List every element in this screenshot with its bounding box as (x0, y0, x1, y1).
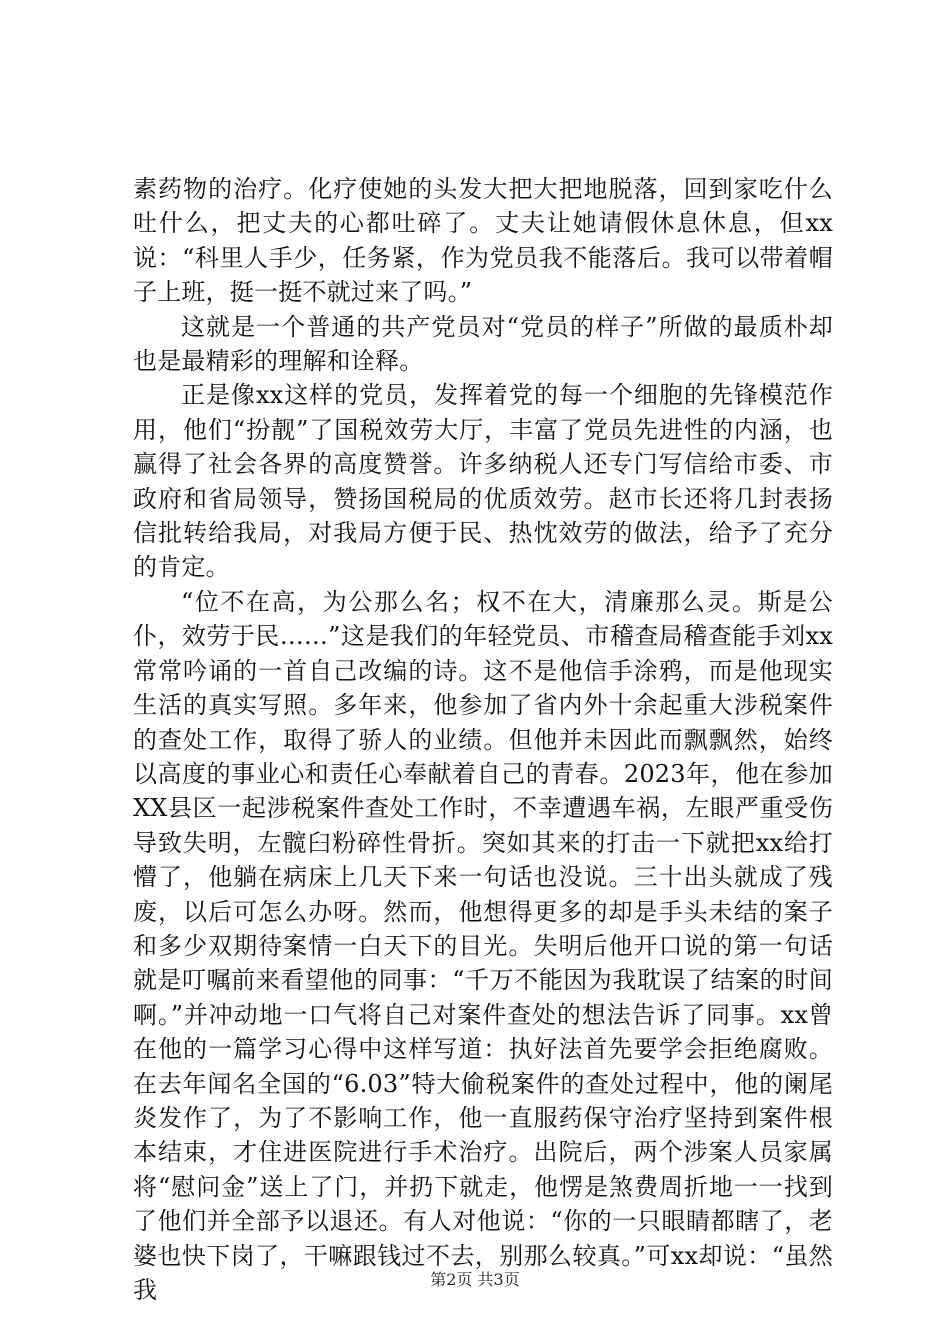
paragraph: “位不在高，为公那么名；权不在大，清廉那么灵。斯是公仆，效劳于民……”这是我们的年轻党员、市稽查局稽查能手刘xx常常吟诵的一首自己改编的诗。这不是他信手涂鸦，而是他现实生活的真实写照。多年来，他参加了省内外十余起重大涉税案件的查处工作，取得了骄人的业绩。但他并未因此而飘飘然，始终以高度的事业心和责任心奉献着自己的青春。2023年，他在参加XX县区一起涉税案件查处工作时，不幸遭遇车祸，左眼严重受伤导致失明，左髋臼粉碎性骨折。突如其来的打击一下就把xx给打懵了，他躺在病床上几天下来一句话也没说。三十出头就成了残废，以后可怎么办呀。然而，他想得更多的却是手头未结的案子和多少双期待案情一白天下的目光。失明后他开口说的第一句话就是叮嘱前来看望他的同事：“千万不能因为我耽误了结案的时间啊。”并冲动地一口气将自己对案件查处的想法告诉了同事。xx曾在他的一篇学习心得中这样写道：执好法首先要学会拒绝腐败。在去年闻名全国的“6.03”特大偷税案件的查处过程中，他的阑尾炎发作了，为了不影响工作，他一直服药保守治疗坚持到案件根本结束，才住进医院进行手术治疗。出院后，两个涉案人员家属将“慰问金”送上了门，并扔下就走，他愣是煞费周折地一一找到了他们并全部予以退还。有人对他说：“你的一只眼睛都瞎了，老婆也快下岗了，干嘛跟钱过不去，别那么较真。”可xx却说：“虽然我 (133, 587, 833, 1304)
paragraph: 这就是一个普通的共产党员对“党员的样子”所做的最质朴却也是最精彩的理解和诠释。 (133, 312, 833, 376)
document-body (133, 172, 833, 1307)
page-number-footer: 第2页 共3页 (430, 1270, 520, 1289)
paragraph-continuation: 素药物的治疗。化疗使她的头发大把大把地脱落，回到家吃什么吐什么，把丈夫的心都吐碎了。丈夫让她请假休息休息，但xx说：“科里人手少，任务紧，作为党员我不能落后。我可以带着帽子上班，挺一挺不就过来了吗。” (133, 175, 833, 307)
paragraph: 正是像xx这样的党员，发挥着党的每一个细胞的先锋模范作用，他们“扮靓”了国税效劳大厅，丰富了党员先进性的内涵，也赢得了社会各界的高度赞誉。许多纳税人还专门写信给市委、市政府和省局领导，赞扬国税局的优质效劳。赵市长还将几封表扬信批转给我局，对我局方便于民、热忱效劳的做法，给予了充分的肯定。 (133, 381, 833, 582)
